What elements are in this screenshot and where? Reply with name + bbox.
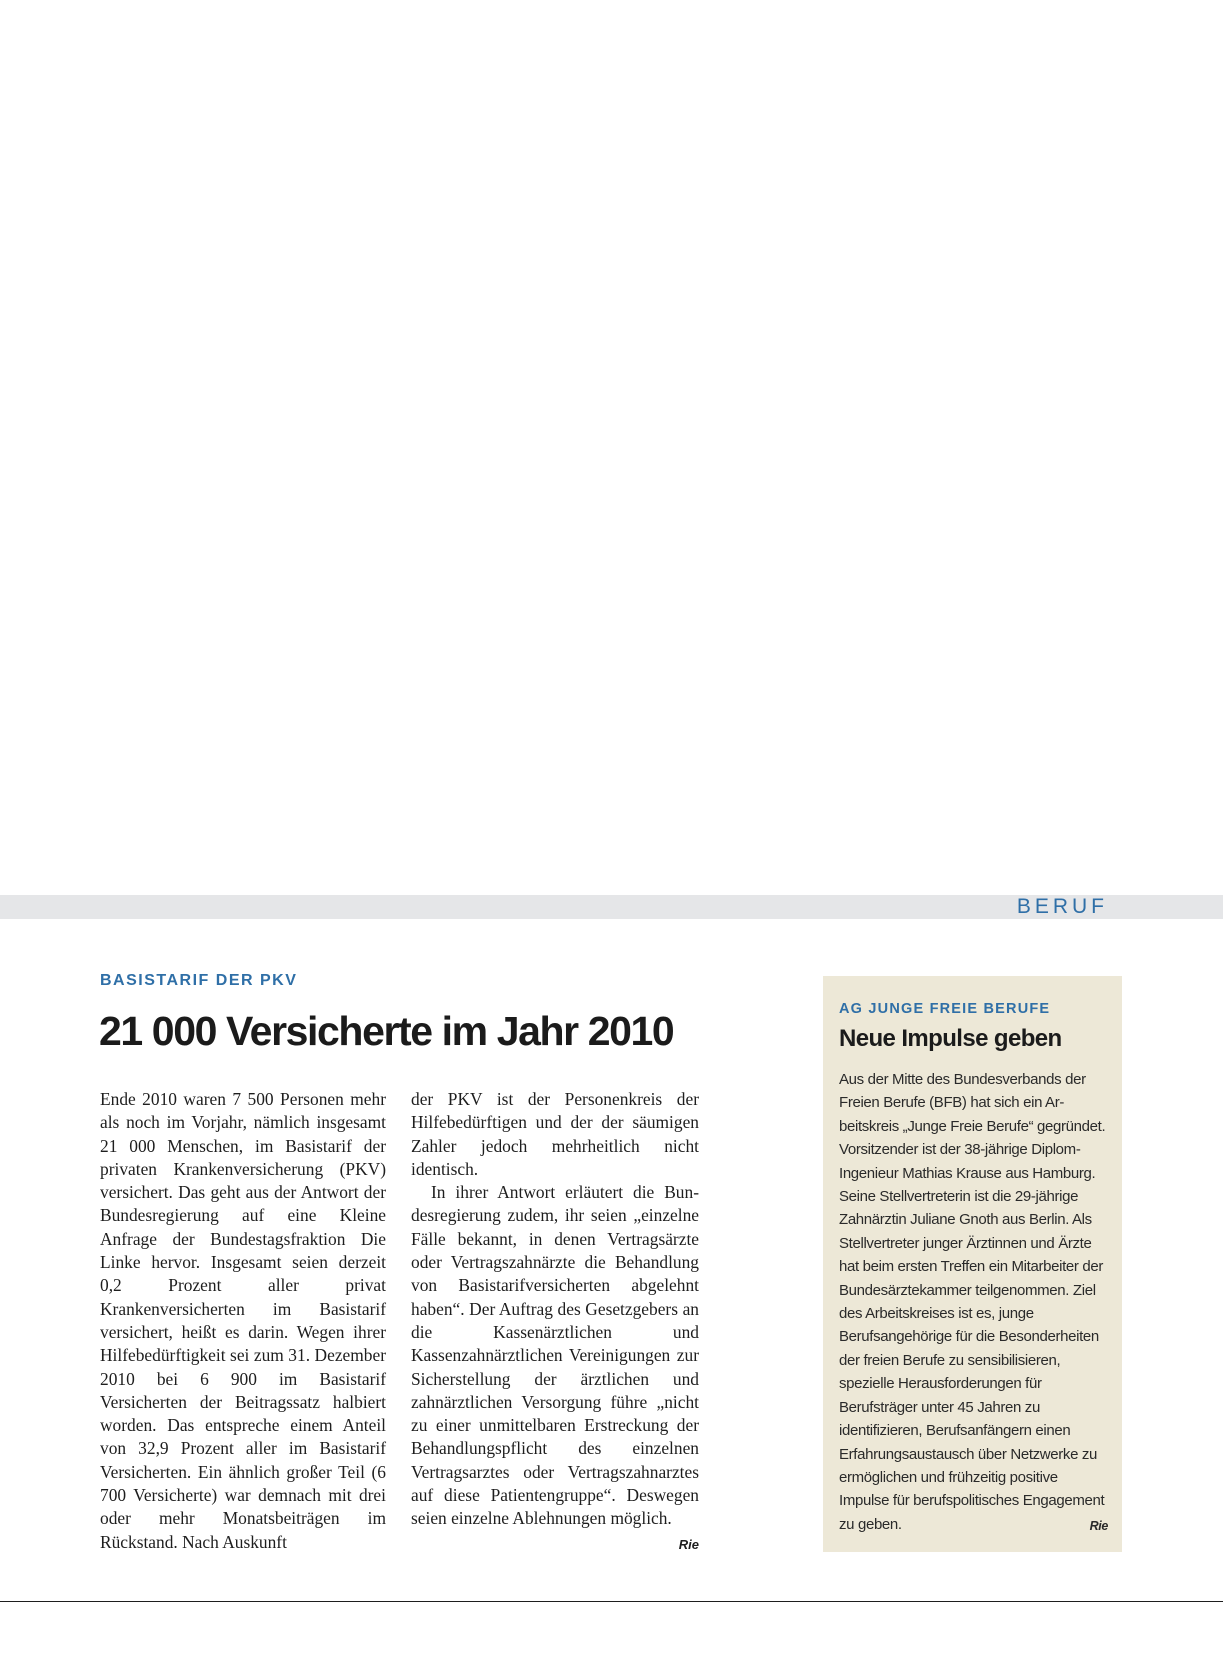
article-headline: 21 000 Versicherte im Jahr 2010 — [99, 1008, 674, 1054]
article-author-credit: Rie — [678, 1536, 699, 1552]
article-kicker: BASISTARIF DER PKV — [100, 972, 298, 989]
sidebar-author-credit: Rie — [1089, 1518, 1108, 1533]
sidebar-body — [839, 1068, 1108, 1538]
section-label: BERUF — [1016, 895, 1108, 918]
sidebar-title: Neue Impulse geben — [839, 1025, 1062, 1052]
article-column-2 — [411, 1088, 699, 1556]
sidebar-box — [823, 976, 1122, 1552]
article-paragraph: Ende 2010 waren 7 500 Personen mehr als noch im Vorjahr, nämlich insgesamt 21 000 Menschen, im Basistarif der privaten Krankenversicherung (PKV) versichert. Das geht aus der Antwort der Bundesregierung auf eine Kleine Anfrage der Bundestagsfraktion Die Linke hervor. Insgesamt seien derzeit 0,2 Prozent aller privat Krankenversicherten im Basistarif versichert, heißt es darin. Wegen ihrer Hilfebedürftigkeit sei zum 31. Dezember 2010 bei 6 900 im Basistarif Versicherten der Beitragssatz halbiert worden. Das entspreche einem Anteil von 32,9 Prozent aller im Basistarif Versicherten. Ein ähnlich großer Teil (6 700 Versicherte) war demnach mit drei oder mehr Monatsbeiträgen im Rückstand. Nach Auskunft — [100, 1089, 386, 1552]
article-paragraph — [411, 1181, 699, 1552]
bottom-rule — [0, 1601, 1223, 1602]
article-column-1 — [100, 1088, 386, 1554]
article-paragraph: der PKV ist der Personenkreis der Hilfebedürftigen und der der säumigen Zahler jedoch mehrheitlich nicht identisch. — [411, 1089, 699, 1179]
sidebar-kicker: AG JUNGE FREIE BERUFE — [839, 1001, 1051, 1017]
article-paragraph-text: In ihrer Antwort erläutert die Bundesregierung zudem, ihr seien „einzelne Fälle bekannt, in denen Vertragsärzte oder Vertragszahnärzte die Behandlung von Basistarifversicherten abgelehnt haben“. Der Auftrag des Gesetzgebers an die Kassenärztlichen und Kassenzahnärztlichen Vereinigungen zur Sicherstellung der ärztlichen und zahnärztlichen Versorgung führe „nicht zu einer unmittelbaren Erstreckung der Behandlungspflicht des einzelnen Vertragsarztes oder Vertragszahnarztes auf diese Patientengruppe“. Deswegen seien einzelne Ablehnungen möglich. — [411, 1182, 699, 1529]
sidebar-body-text: Aus der Mitte des Bundesverbands der Freien Berufe (BFB) hat sich ein Arbeitskreis „Junge Freie Berufe“ gegründet. Vorsitzender ist der 38-jährige Diplom-Ingenieur Mathias Krause aus Hamburg. Seine Stellvertreterin ist die 29-jährige Zahnärztin Juliane Gnoth aus Berlin. Als Stellvertreter junger Ärztinnen und Ärzte hat beim ersten Treffen ein Mitarbeiter der Bundesärztekammer teilgenommen. Ziel des Arbeitskreises ist es, junge Berufsangehörige für die Besonderheiten der freien Berufe zu sensibilisieren, spezielle Herausforderungen für Berufsträger unter 45 Jahren zu identifizieren, Berufsanfängern einen Erfahrungsaustausch über Netzwerke zu ermöglichen und frühzeitig positive Impulse für berufspolitisches Engagement zu geben. — [839, 1071, 1106, 1533]
